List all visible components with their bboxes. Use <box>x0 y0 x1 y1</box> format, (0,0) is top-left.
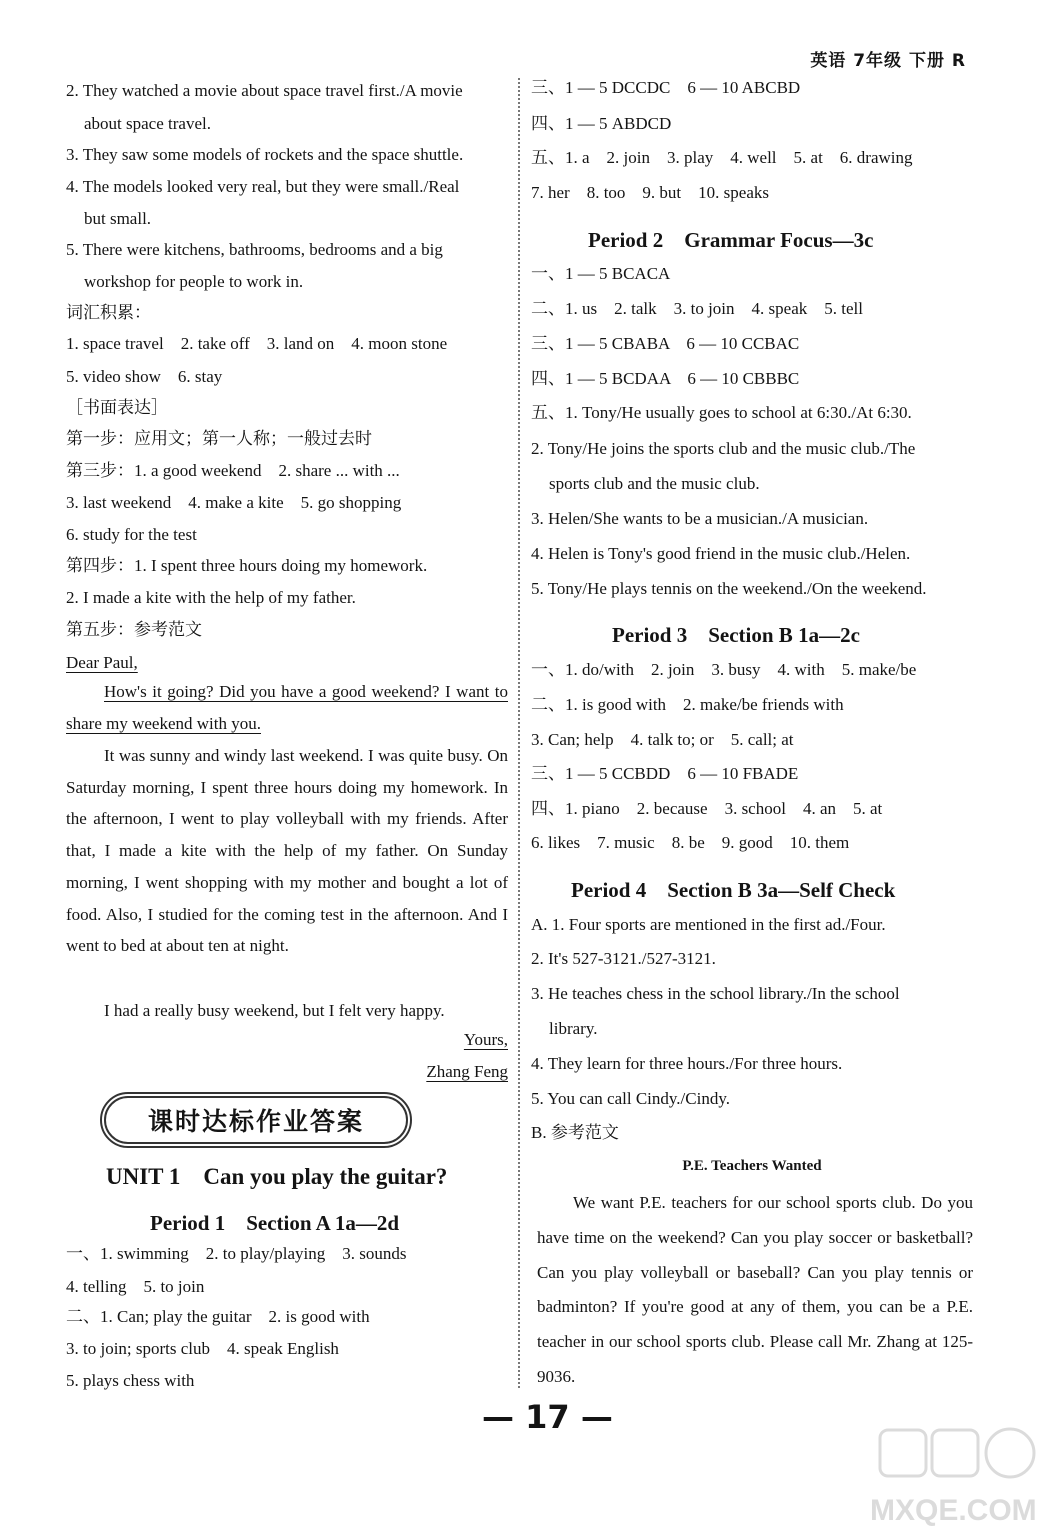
answer-line: 四、1 — 5 BCDAA 6 — 10 CBBBC <box>531 369 800 388</box>
answer-line: 四、1. piano 2. because 3. school 4. an 5. at <box>531 799 883 818</box>
letter-closing: I had a really busy weekend, but I felt very happy. <box>104 1001 445 1020</box>
answer-line: 三、1 — 5 CBABA 6 — 10 CCBAC <box>531 334 800 353</box>
answer-line: 3. They saw some models of rockets and the space shuttle. <box>66 145 464 164</box>
answer-line: 第一步：应用文；第一人称；一般过去时 <box>66 429 372 448</box>
answer-line: 四、1 — 5 ABDCD <box>531 114 672 133</box>
period1-title: Period 1 Section A 1a—2d <box>150 1211 400 1235</box>
answer-line: 三、1 — 5 DCCDC 6 — 10 ABCBD <box>531 78 801 97</box>
answer-line: 1. space travel 2. take off 3. land on 4. moon stone <box>66 334 448 353</box>
answer-line: 2. I made a kite with the help of my father. <box>66 588 356 607</box>
answer-line: library. <box>549 1019 598 1038</box>
answer-line: about space travel. <box>84 114 211 133</box>
answer-line: 第四步：1. I spent three hours doing my homework. <box>66 556 428 575</box>
answer-line: 5. You can call Cindy./Cindy. <box>531 1089 730 1108</box>
answer-line: 二、1. us 2. talk 3. to join 4. speak 5. tell <box>531 299 863 318</box>
answer-line: workshop for people to work in. <box>84 272 304 291</box>
answer-line: ［书面表达］ <box>66 398 168 417</box>
answer-line: 3. Helen/She wants to be a musician./A musician. <box>531 509 869 528</box>
letter-salutation: Dear Paul, <box>66 653 138 672</box>
answer-line: 2. Tony/He joins the sports club and the music club./The <box>531 439 916 458</box>
page-header: 英语 7年级 下册 R <box>810 51 966 71</box>
answer-line: 5. There were kitchens, bathrooms, bedrooms and a big <box>66 240 443 259</box>
answer-line: 一、1 — 5 BCACA <box>531 264 671 283</box>
answer-line: 2. It's 527-3121./527-3121. <box>531 949 716 968</box>
answer-line: 4. The models looked very real, but they were small./Real <box>66 177 460 196</box>
letter-intro: How's it going? Did you have a good weekend? I want to share my weekend with you. <box>66 682 508 733</box>
answer-line: 一、1. swimming 2. to play/playing 3. sounds <box>66 1244 407 1263</box>
answer-line: 第五步：参考范文 <box>66 620 202 639</box>
answer-line: 4. telling 5. to join <box>66 1277 205 1296</box>
answer-line: 3. last weekend 4. make a kite 5. go shopping <box>66 493 402 512</box>
answer-line: 三、1 — 5 CCBDD 6 — 10 FBADE <box>531 764 799 783</box>
answer-line: 6. study for the test <box>66 525 197 544</box>
letter-body: It was sunny and windy last weekend. I was quite busy. On Saturday morning, I spent three hours doing my homework. In the afternoon, I went to play volleyball with my friends. After that, I made a kite with the help of my father. On Sunday morning, I went shopping with my mother and bought a lot of food. Also, I studied for the coming test in the afternoon. And I went to bed at about ten at night. <box>66 746 508 956</box>
period4-title: Period 4 Section B 3a—Self Check <box>571 878 896 902</box>
page-number: — 17 — <box>482 1398 613 1436</box>
answer-line: 3. He teaches chess in the school library./In the school <box>531 984 900 1003</box>
answer-line: 5. video show 6. stay <box>66 367 223 386</box>
answer-line: A. 1. Four sports are mentioned in the first ad./Four. <box>531 915 886 934</box>
answer-line: sports club and the music club. <box>549 474 760 493</box>
answer-line: 4. They learn for three hours./For three hours. <box>531 1054 843 1073</box>
answer-line: B. 参考范文 <box>531 1123 619 1142</box>
ad-title: P.E. Teachers Wanted <box>682 1158 822 1174</box>
answer-badge <box>100 1092 412 1148</box>
answer-line: 5. Tony/He plays tennis on the weekend./On the weekend. <box>531 579 927 598</box>
letter-signoff: Yours, <box>463 1030 508 1049</box>
answer-line: 3. to join; sports club 4. speak English <box>66 1339 339 1358</box>
answer-line: 一、1. do/with 2. join 3. busy 4. with 5. make/be <box>531 660 917 679</box>
answer-line: 二、1. is good with 2. make/be friends with <box>531 695 844 714</box>
watermark-text: MXQE.COM <box>870 1494 1037 1527</box>
answer-line: 2. They watched a movie about space travel first./A movie <box>66 81 463 100</box>
answer-line: 二、1. Can; play the guitar 2. is good with <box>66 1307 370 1326</box>
answer-line: 5. plays chess with <box>66 1371 195 1390</box>
answer-line: 词汇积累： <box>66 303 151 322</box>
answer-line: but small. <box>84 209 152 228</box>
answer-line: 五、1. a 2. join 3. play 4. well 5. at 6. drawing <box>531 148 913 167</box>
letter-signature: Zhang Feng <box>426 1062 508 1081</box>
answer-line: 3. Can; help 4. talk to; or 5. call; at <box>531 730 794 749</box>
watermark-logo <box>840 1420 1050 1532</box>
answer-line: 五、1. Tony/He usually goes to school at 6:30./At 6:30. <box>531 403 912 422</box>
period2-title: Period 2 Grammar Focus—3c <box>588 228 874 252</box>
column-divider <box>518 78 520 1388</box>
answer-line: 7. her 8. too 9. but 10. speaks <box>531 183 769 202</box>
answer-line: 第三步：1. a good weekend 2. share ... with ... <box>66 461 400 480</box>
answer-line: 4. Helen is Tony's good friend in the music club./Helen. <box>531 544 911 563</box>
badge-label: 课时达标作业答案 <box>104 1096 408 1144</box>
ad-body: We want P.E. teachers for our school sports club. Do you have time on the weekend? Can you play soccer or basketball? Can you play volleyball or baseball? Can you play tennis or badminton? If you're good at any of them, you can be a P.E. teacher in our school sports club. Please call Mr. Zhang at 125-9036. <box>537 1193 973 1386</box>
unit-title: UNIT 1 Can you play the guitar? <box>106 1164 448 1189</box>
period3-title: Period 3 Section B 1a—2c <box>612 623 860 647</box>
answer-line: 6. likes 7. music 8. be 9. good 10. them <box>531 833 850 852</box>
